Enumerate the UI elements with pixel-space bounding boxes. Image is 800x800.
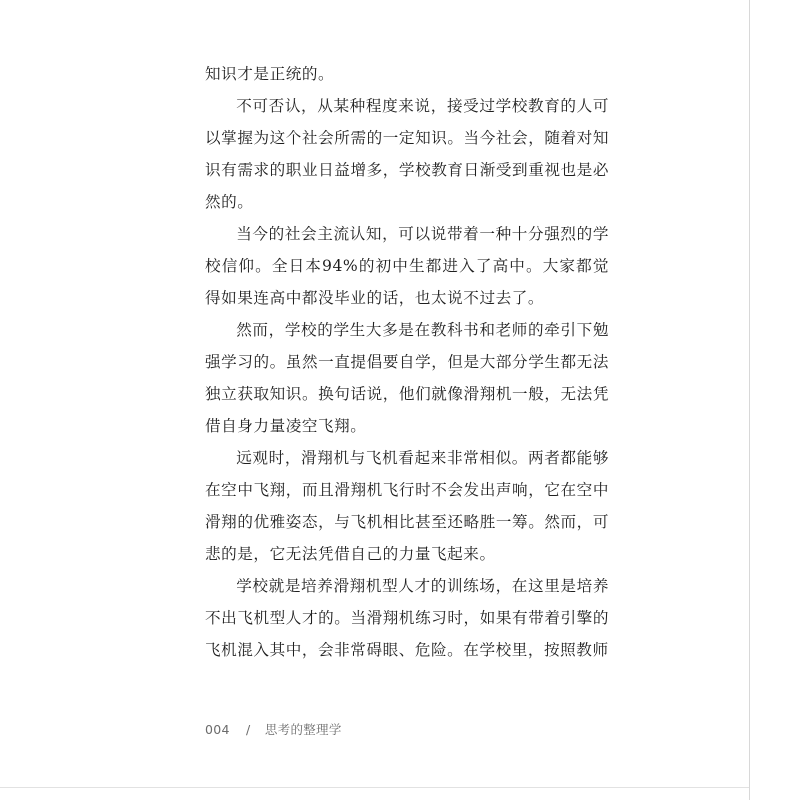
paragraph-continued: 知识才是正统的。: [205, 65, 335, 83]
page-edge-bottom: [0, 787, 749, 788]
paragraph: 然而，学校的学生大多是在教科书和老师的牵引下勉强学习的。虽然一直提倡要自学，但是大部分学生都无法独立获取知识。换句话说，他们就像滑翔机一般，无法凭借自身力量凌空飞翔。: [205, 321, 609, 435]
paragraph: 当今的社会主流认知，可以说带着一种十分强烈的学校信仰。全日本94%的初中生都进入了高中。大家都觉得如果连高中都没毕业的话，也太说不过去了。: [205, 225, 609, 307]
page-number: 004: [205, 721, 230, 737]
paragraph: 远观时，滑翔机与飞机看起来非常相似。两者都能够在空中飞翔，而且滑翔机飞行时不会发出声响，它在空中滑翔的优雅姿态，与飞机相比甚至还略胜一筹。然而，可悲的是，它无法凭借自己的力量飞起来。: [205, 449, 609, 563]
paragraph: 不可否认，从某种程度来说，接受过学校教育的人可以掌握为这个社会所需的一定知识。当今社会，随着对知识有需求的职业日益增多，学校教育日渐受到重视也是必然的。: [205, 97, 609, 211]
footer-separator: /: [246, 721, 251, 737]
page-footer: [205, 720, 342, 738]
book-title: 思考的整理学: [264, 722, 342, 737]
page-edge-right: [749, 0, 750, 800]
paragraph: 学校就是培养滑翔机型人才的训练场，在这里是培养不出飞机型人才的。当滑翔机练习时，如果有带着引擎的飞机混入其中，会非常碍眼、危险。在学校里，按照教师: [205, 577, 609, 659]
body-text: [205, 58, 609, 666]
